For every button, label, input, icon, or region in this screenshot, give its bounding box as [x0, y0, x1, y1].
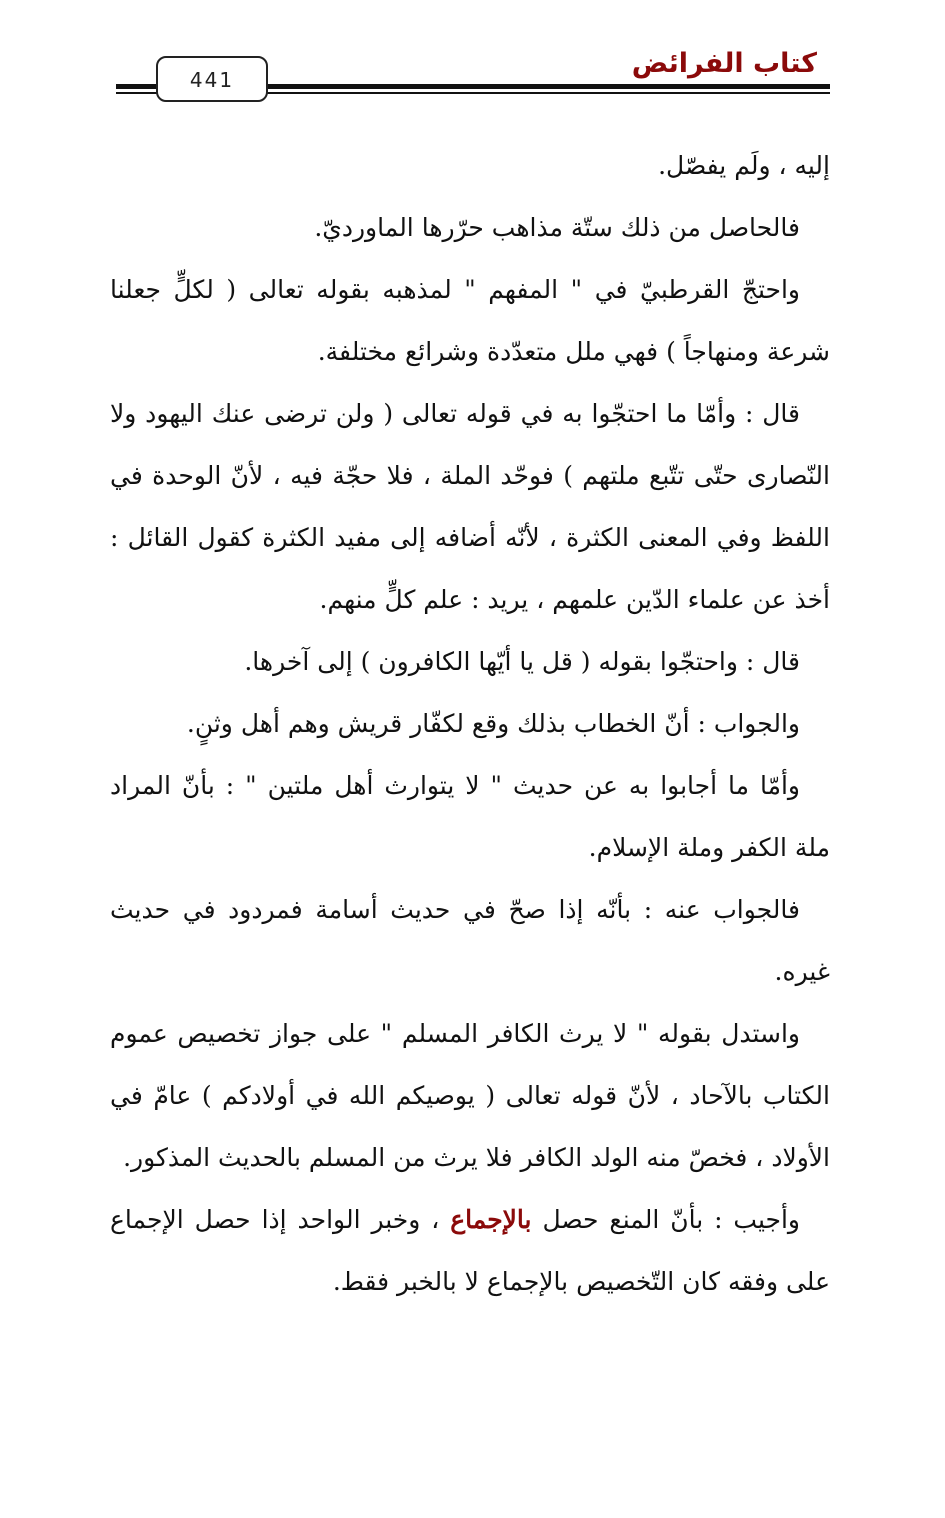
- paragraph-5: قال : واحتجّوا بقوله ( قل يا أيّها الكافرون ) إلى آخرها.: [244, 647, 800, 676]
- paragraph-3: واحتجّ القرطبيّ في " المفهم " لمذهبه بقوله تعالى ( لكلٍّ جعلنا شرعة ومنهاجاً ) فهي ملل متعدّدة وشرائع مختلفة.: [110, 275, 830, 366]
- page-body: [110, 135, 830, 1313]
- book-title: كتاب الفرائض: [631, 48, 817, 79]
- paragraph-4: قال : وأمّا ما احتجّوا به في قوله تعالى ( ولن ترضى عنك اليهود ولا النّصارى حتّى تتّبع ملتهم ) فوحّد الملة ، فلا حجّة فيه ، لأنّ الوحدة في اللفظ وفي المعنى الكثرة ، لأنّه أضافه إلى مفيد الكثرة كقول القائل : أخذ عن علماء الدّين علمهم ، يريد : علم كلٍّ منهم.: [110, 399, 830, 614]
- page-header: [0, 0, 945, 110]
- paragraph-1: إليه ، ولَم يفصّل.: [658, 151, 830, 180]
- paragraph-10-end: ، وخبر الواحد إذا حصل الإجماع على وفقه كان التّخصيص بالإجماع لا بالخبر فقط.: [110, 1205, 830, 1296]
- paragraph-10-start: وأجيب : بأنّ المنع حصل: [531, 1205, 800, 1234]
- paragraph-8: فالجواب عنه : بأنّه إذا صحّ في حديث أسامة فمردود في حديث غيره.: [110, 895, 830, 986]
- paragraph-9: واستدل بقوله " لا يرث الكافر المسلم " على جواز تخصيص عموم الكتاب بالآحاد ، لأنّ قوله تعالى ( يوصيكم الله في أولادكم ) عامّ في الأولاد ، فخصّ منه الولد الكافر فلا يرث من المسلم بالحديث المذكور.: [110, 1019, 830, 1172]
- highlighted-term: بالإجماع: [450, 1205, 532, 1234]
- paragraph-7: وأمّا ما أجابوا به عن حديث " لا يتوارث أهل ملتين " : بأنّ المراد ملة الكفر وملة الإسلام.: [110, 771, 830, 862]
- paragraph-2: فالحاصل من ذلك ستّة مذاهب حرّرها الماورديّ.: [314, 213, 800, 242]
- page-number: 441: [156, 56, 268, 102]
- paragraph-6: والجواب : أنّ الخطاب بذلك وقع لكفّار قريش وهم أهل وثنٍ.: [186, 709, 800, 738]
- paragraph-10: [110, 1189, 830, 1313]
